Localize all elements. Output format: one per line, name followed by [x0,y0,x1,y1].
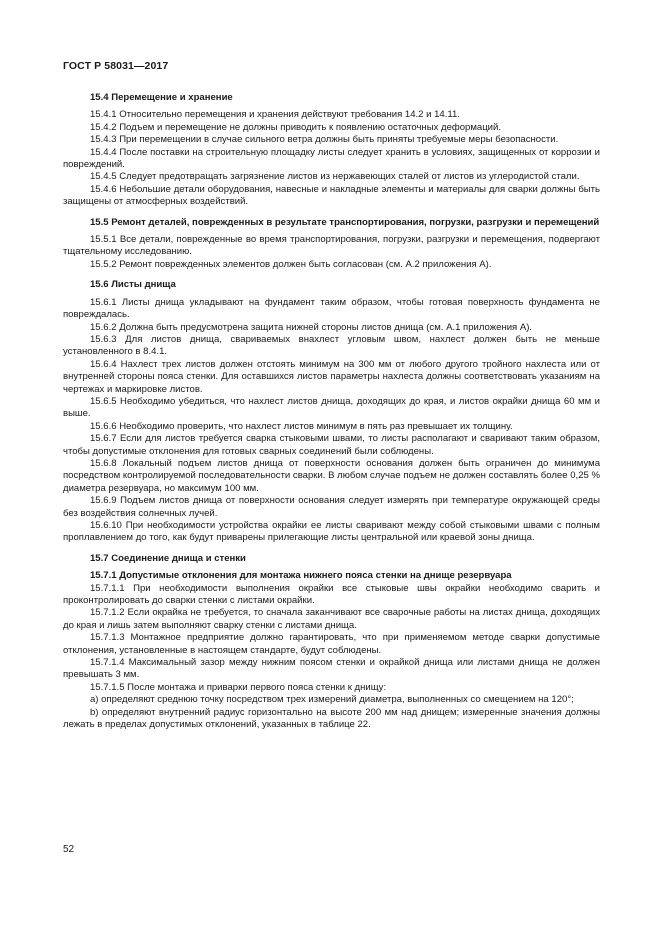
page-number: 52 [63,844,75,855]
document-body [63,88,600,732]
paragraph: 15.4.2 Подъем и перемещение не должны приводить к появлению остаточных деформаций. [90,121,502,133]
paragraph: 15.7.1.3 Монтажное предприятие должно гарантировать, что при применяемом методе сварки допустимые отклонения, установленные в настоящем стандарте, будут соблюдены. [63,632,600,656]
paragraph: 15.6.10 При необходимости устройства окрайки ее листы сваривают между собой стыковыми швами с полным проплавлением до того, как будут приварены прилегающие листы центральной или краевой зоны днища. [63,520,600,544]
paragraph: 15.6.6 Необходимо проверить, что нахлест листов минимум в пять раз превышает их толщину. [90,420,513,432]
section-heading: 15.6 Листы днища [90,279,176,291]
paragraph: 15.6.2 Должна быть предусмотрена защита нижней стороны листов днища (см. А.1 приложения А). [90,321,533,333]
paragraph: 15.4.4 После поставки на строительную площадку листы следует хранить в условиях, защищенных от коррозии и повреждений. [63,146,600,171]
document-header: ГОСТ Р 58031—2017 [63,60,169,72]
paragraph: 15.6.1 Листы днища укладывают на фундамент таким образом, чтобы готовая поверхность фундамента не повреждалась. [63,296,600,321]
paragraph: 15.7.1.1 При необходимости выполнения окрайки все стыковые швы окрайки необходимо сварить и проконтролировать до сварки стенки с листами окрайки. [63,582,600,607]
section-heading: 15.4 Перемещение и хранение [90,92,233,103]
paragraph: 15.6.3 Для листов днища, свариваемых внахлест угловым швом, нахлест должен быть не меньше установленного в 8.4.1. [63,333,600,358]
paragraph: 15.6.9 Подъем листов днища от поверхности основания следует измерять при температуре окружающей среды без воздействия солнечных лучей. [63,495,600,519]
paragraph: 15.4.6 Небольшие детали оборудования, навесные и накладные элементы и материалы для сварки должны быть защищены от атмосферных воздействий. [63,183,600,208]
paragraph: 15.7.1.2 Если окрайка не требуется, то сначала заканчивают все сварочные работы на листах днища, доходящих до края и лишь затем выполняют сварку стенки с листами днища. [63,607,600,631]
paragraph: 15.6.8 Локальный подъем листов днища от поверхности основания должен быть ограничен до минимума посредством контролируемой последовательности сварки. В любом случае подъем не должен составлять более 0,25 % диаметра резервуара, но максимум 100 мм. [63,457,600,494]
paragraph: 15.7.1.5 После монтажа и приварки первого пояса стенки к днищу: [90,681,387,693]
list-item: a) определяют среднюю точку посредством трех измерений диаметра, выполненных со смещением на 120°; [90,694,574,706]
paragraph: 15.6.4 Нахлест трех листов должен отстоять минимум на 300 мм от любого другого тройного нахлеста или от внутренней стороны пояса стенки. Для оставшихся листов параметры нахлеста должны соответствовать указаниям на чертежах и маркировке листов. [63,358,600,395]
section-heading: 15.5 Ремонт деталей, поврежденных в результате транспортирования, погрузки, разгрузки и перемещений [90,216,600,228]
section-heading: 15.7 Соединение днища и стенки [90,552,246,564]
paragraph: 15.7.1.4 Максимальный зазор между нижним поясом стенки и окрайкой днища или листами днища не должен превышать 3 мм. [63,657,600,681]
paragraph: 15.5.1 Все детали, поврежденные во время транспортирования, погрузки, разгрузки и перемещения, подвергают тщательному исследованию. [63,234,600,258]
paragraph: 15.4.1 Относительно перемещения и хранения действуют требования 14.2 и 14.11. [90,109,460,121]
paragraph: 15.6.5 Необходимо убедиться, что нахлест листов днища, доходящих до края, и листов окрайки днища 60 мм и выше. [63,395,600,420]
list-item: b) определяют внутренний радиус горизонтально на высоте 200 мм над днищем; измеренные значения должны лежать в пределах допустимых отклонений, указанных в таблице 22. [63,706,600,731]
paragraph: 15.4.3 При перемещении в случае сильного ветра должны быть приняты требуемые меры безопасности. [90,134,559,146]
paragraph: 15.6.7 Если для листов требуется сварка стыковыми швами, то листы располагают и сваривают таким образом, чтобы допустимые отклонения для готовых сварных соединений были соблюдены. [63,433,600,457]
paragraph: 15.5.2 Ремонт поврежденных элементов должен быть согласован (см. А.2 приложения А). [90,258,492,270]
subsection-heading: 15.7.1 Допустимые отклонения для монтажа нижнего пояса стенки на днище резервуара [90,570,512,582]
paragraph: 15.4.5 Следует предотвращать загрязнение листов из нержавеющих сталей от листов из углеродистой стали. [90,171,580,183]
